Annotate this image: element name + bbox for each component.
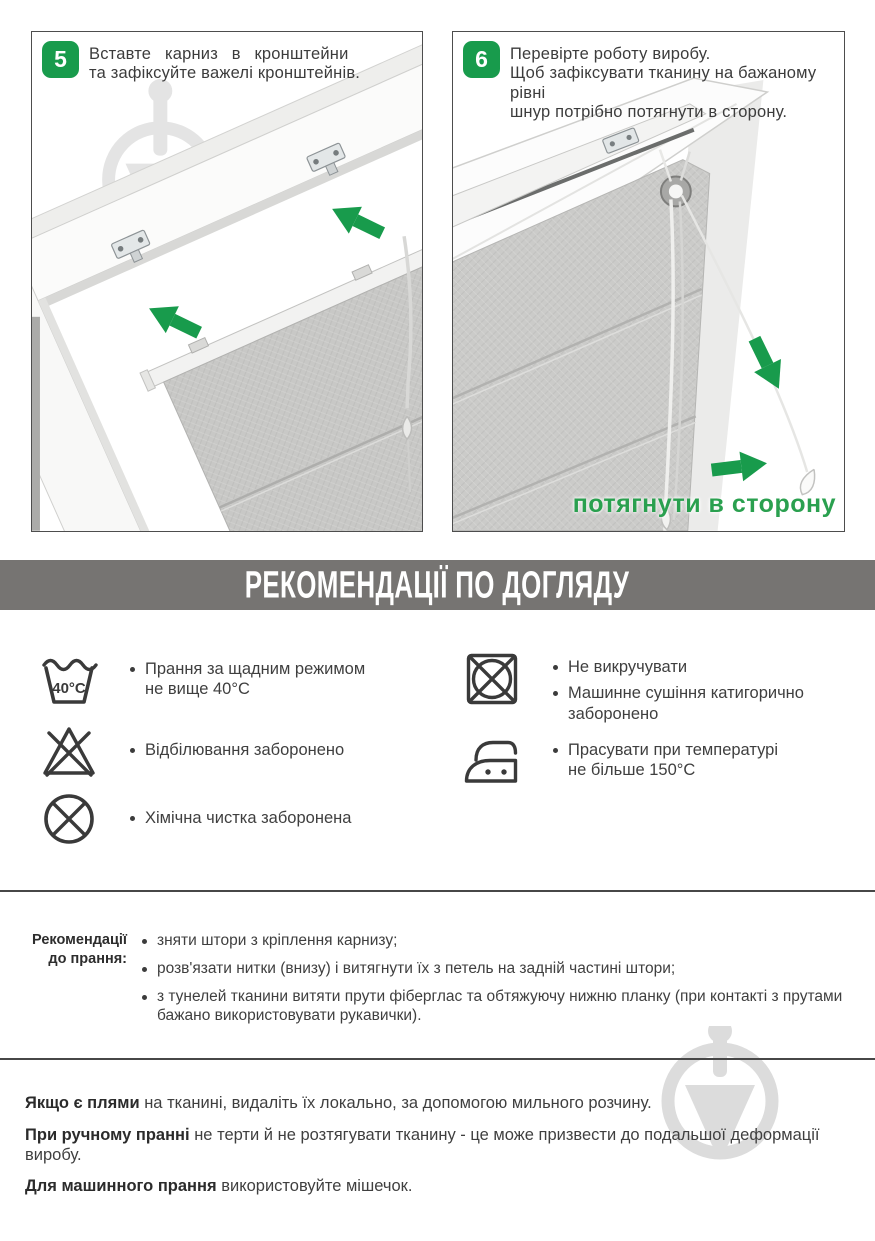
care-banner xyxy=(0,560,875,610)
washing-label-line2: до прання: xyxy=(48,950,127,967)
care-tumble-bullet1: Не викручувати xyxy=(568,658,688,676)
pull-aside-callout: потягнути в сторону xyxy=(572,490,836,518)
washing-label-line1: Рекомендації xyxy=(32,932,127,948)
care-wash-line1: Прання за щадним режимом xyxy=(145,660,366,678)
care-row-dry-clean xyxy=(40,790,351,848)
step6-line2: Щоб зафіксувати тканину на бажаному рівні xyxy=(510,64,817,102)
bullet-dot xyxy=(553,665,558,670)
note-stains xyxy=(25,1094,853,1114)
care-text-tumble xyxy=(553,657,835,724)
care-wash-line2: не вище 40°С xyxy=(145,680,250,699)
note-hand-wash-lead: При ручному пранні xyxy=(25,1125,190,1144)
step5-text xyxy=(89,45,360,84)
care-banner-title: РЕКОМЕНДАЦІЇ ПО ДОГЛЯДУ xyxy=(245,562,630,607)
iron-150-icon xyxy=(463,737,521,785)
arrow-icon xyxy=(741,332,792,395)
step-number-badge: 6 xyxy=(463,41,500,78)
list-item xyxy=(142,959,860,979)
care-row-wash xyxy=(40,650,365,708)
note-stains-rest: на тканині, видаліть їх локально, за допомогою мильного розчину. xyxy=(139,1094,652,1112)
care-row-tumble xyxy=(463,650,835,724)
bullet-dot xyxy=(142,995,147,1000)
step6-line1: Перевірте роботу виробу. xyxy=(510,45,711,63)
bullet-dot xyxy=(553,691,558,696)
washing-item-2: розв'язати нитки (внизу) і витягнути їх з петель на задній частині штори; xyxy=(157,959,676,977)
wash-temp-label: 40°C xyxy=(52,680,86,697)
note-machine-wash-rest: використовуйте мішечок. xyxy=(216,1177,413,1196)
stain-care-notes xyxy=(25,1094,853,1209)
note-machine-wash xyxy=(25,1177,853,1197)
step6-text xyxy=(510,45,844,123)
no-tumble-dry-icon xyxy=(463,650,521,708)
care-iron-line2: не більше 150°С xyxy=(568,761,696,780)
washing-recommendations-list xyxy=(142,931,860,1034)
care-bleach-line1: Відбілювання заборонено xyxy=(145,741,345,759)
bullet-dot xyxy=(130,816,135,821)
arrow-icon xyxy=(326,195,389,246)
note-stains-lead: Якщо є плями xyxy=(25,1094,140,1112)
washing-item-3: з тунелей тканини витяти прути фіберглас та обтяжуючу нижню планку (при контакті з прутами бажано використовувати рукавички). xyxy=(157,987,843,1025)
care-iron-line1: Прасувати при температурі xyxy=(568,741,779,759)
care-text-dry-clean xyxy=(130,808,351,828)
section-divider xyxy=(0,890,875,892)
wall-edge xyxy=(32,317,40,531)
no-bleach-icon xyxy=(40,722,98,780)
bullet-dot xyxy=(130,667,135,672)
care-row-bleach xyxy=(40,722,344,780)
step-number-badge: 5 xyxy=(42,41,79,78)
note-hand-wash-rest: не терти й не розтягувати тканину - це може призвести до подальшої деформації виробу. xyxy=(25,1125,820,1164)
washing-recommendations-label xyxy=(25,931,127,969)
note-hand-wash xyxy=(25,1126,853,1166)
care-row-iron xyxy=(463,737,778,785)
bullet-dot xyxy=(130,748,135,753)
section-divider xyxy=(0,1058,875,1060)
bullet-dot xyxy=(142,967,147,972)
wash-tub-40-icon xyxy=(40,650,98,708)
step6-line3: шнур потрібно потягнути в сторону. xyxy=(510,103,788,122)
step6-panel xyxy=(452,31,845,532)
note-machine-wash-lead: Для машинного прання xyxy=(25,1177,217,1196)
care-tumble-bullet2: Машинне сушіння катигорично заборонено xyxy=(568,684,804,723)
step5-panel xyxy=(31,31,423,532)
step5-illustration xyxy=(32,32,422,531)
care-text-bleach xyxy=(130,740,344,760)
washing-item-1: зняти штори з кріплення карнизу; xyxy=(157,932,398,949)
no-dry-clean-icon xyxy=(40,790,98,848)
arrow-icon xyxy=(143,295,206,346)
list-item xyxy=(142,931,860,951)
care-text-wash xyxy=(130,659,365,700)
care-text-iron xyxy=(553,740,778,781)
care-dry-clean-line1: Хімічна чистка заборонена xyxy=(145,809,352,827)
step5-line2: та зафіксуйте важелі кронштейнів. xyxy=(89,64,361,83)
step5-line1: Вставте карниз в кронштейни xyxy=(89,45,349,63)
list-item xyxy=(142,987,860,1027)
bullet-dot xyxy=(553,748,558,753)
bullet-dot xyxy=(142,939,147,944)
